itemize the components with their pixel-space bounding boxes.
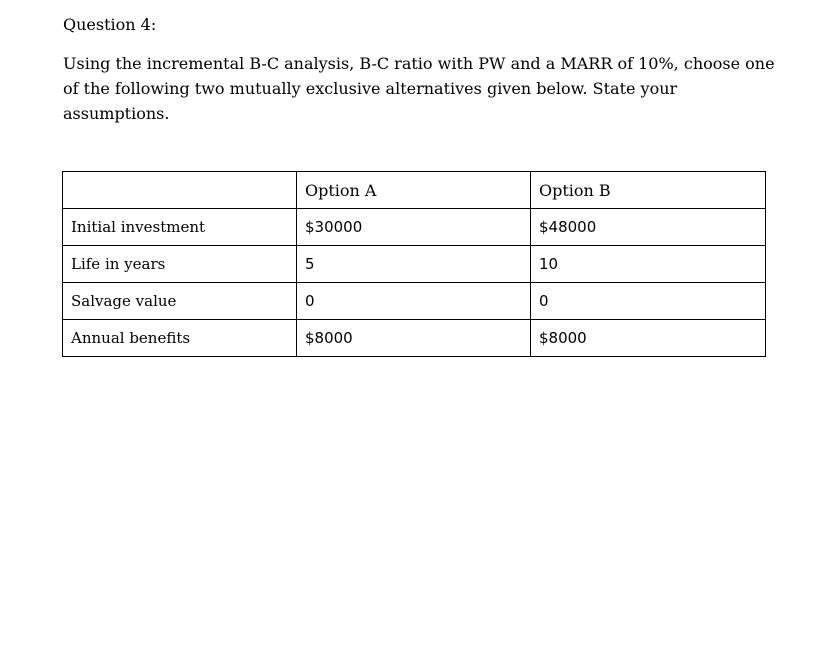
option-b-value: $48000	[531, 209, 766, 246]
table-row	[63, 320, 766, 357]
header-cell-option-b: Option B	[531, 172, 766, 209]
table-header-row	[63, 172, 766, 209]
option-a-value: 0	[297, 283, 531, 320]
question-body-line-2: of the following two mutually exclusive alternatives given below. State your	[63, 79, 678, 98]
option-b-value: $8000	[531, 320, 766, 357]
option-a-value: $8000	[297, 320, 531, 357]
row-label: Salvage value	[63, 283, 297, 320]
question-title: Question 4:	[63, 15, 157, 34]
option-b-value: 0	[531, 283, 766, 320]
option-b-value: 10	[531, 246, 766, 283]
header-cell-empty	[63, 172, 297, 209]
question-body	[63, 51, 775, 126]
header-cell-option-a: Option A	[297, 172, 531, 209]
option-a-value: 5	[297, 246, 531, 283]
option-a-value: $30000	[297, 209, 531, 246]
question-body-line-3: assumptions.	[63, 104, 170, 123]
row-label: Life in years	[63, 246, 297, 283]
row-label: Initial investment	[63, 209, 297, 246]
row-label: Annual benefits	[63, 320, 297, 357]
alternatives-table	[62, 171, 766, 357]
table-row	[63, 209, 766, 246]
table-row	[63, 283, 766, 320]
question-body-line-1: Using the incremental B-C analysis, B-C ratio with PW and a MARR of 10%, choose one	[63, 54, 775, 73]
table-row	[63, 246, 766, 283]
